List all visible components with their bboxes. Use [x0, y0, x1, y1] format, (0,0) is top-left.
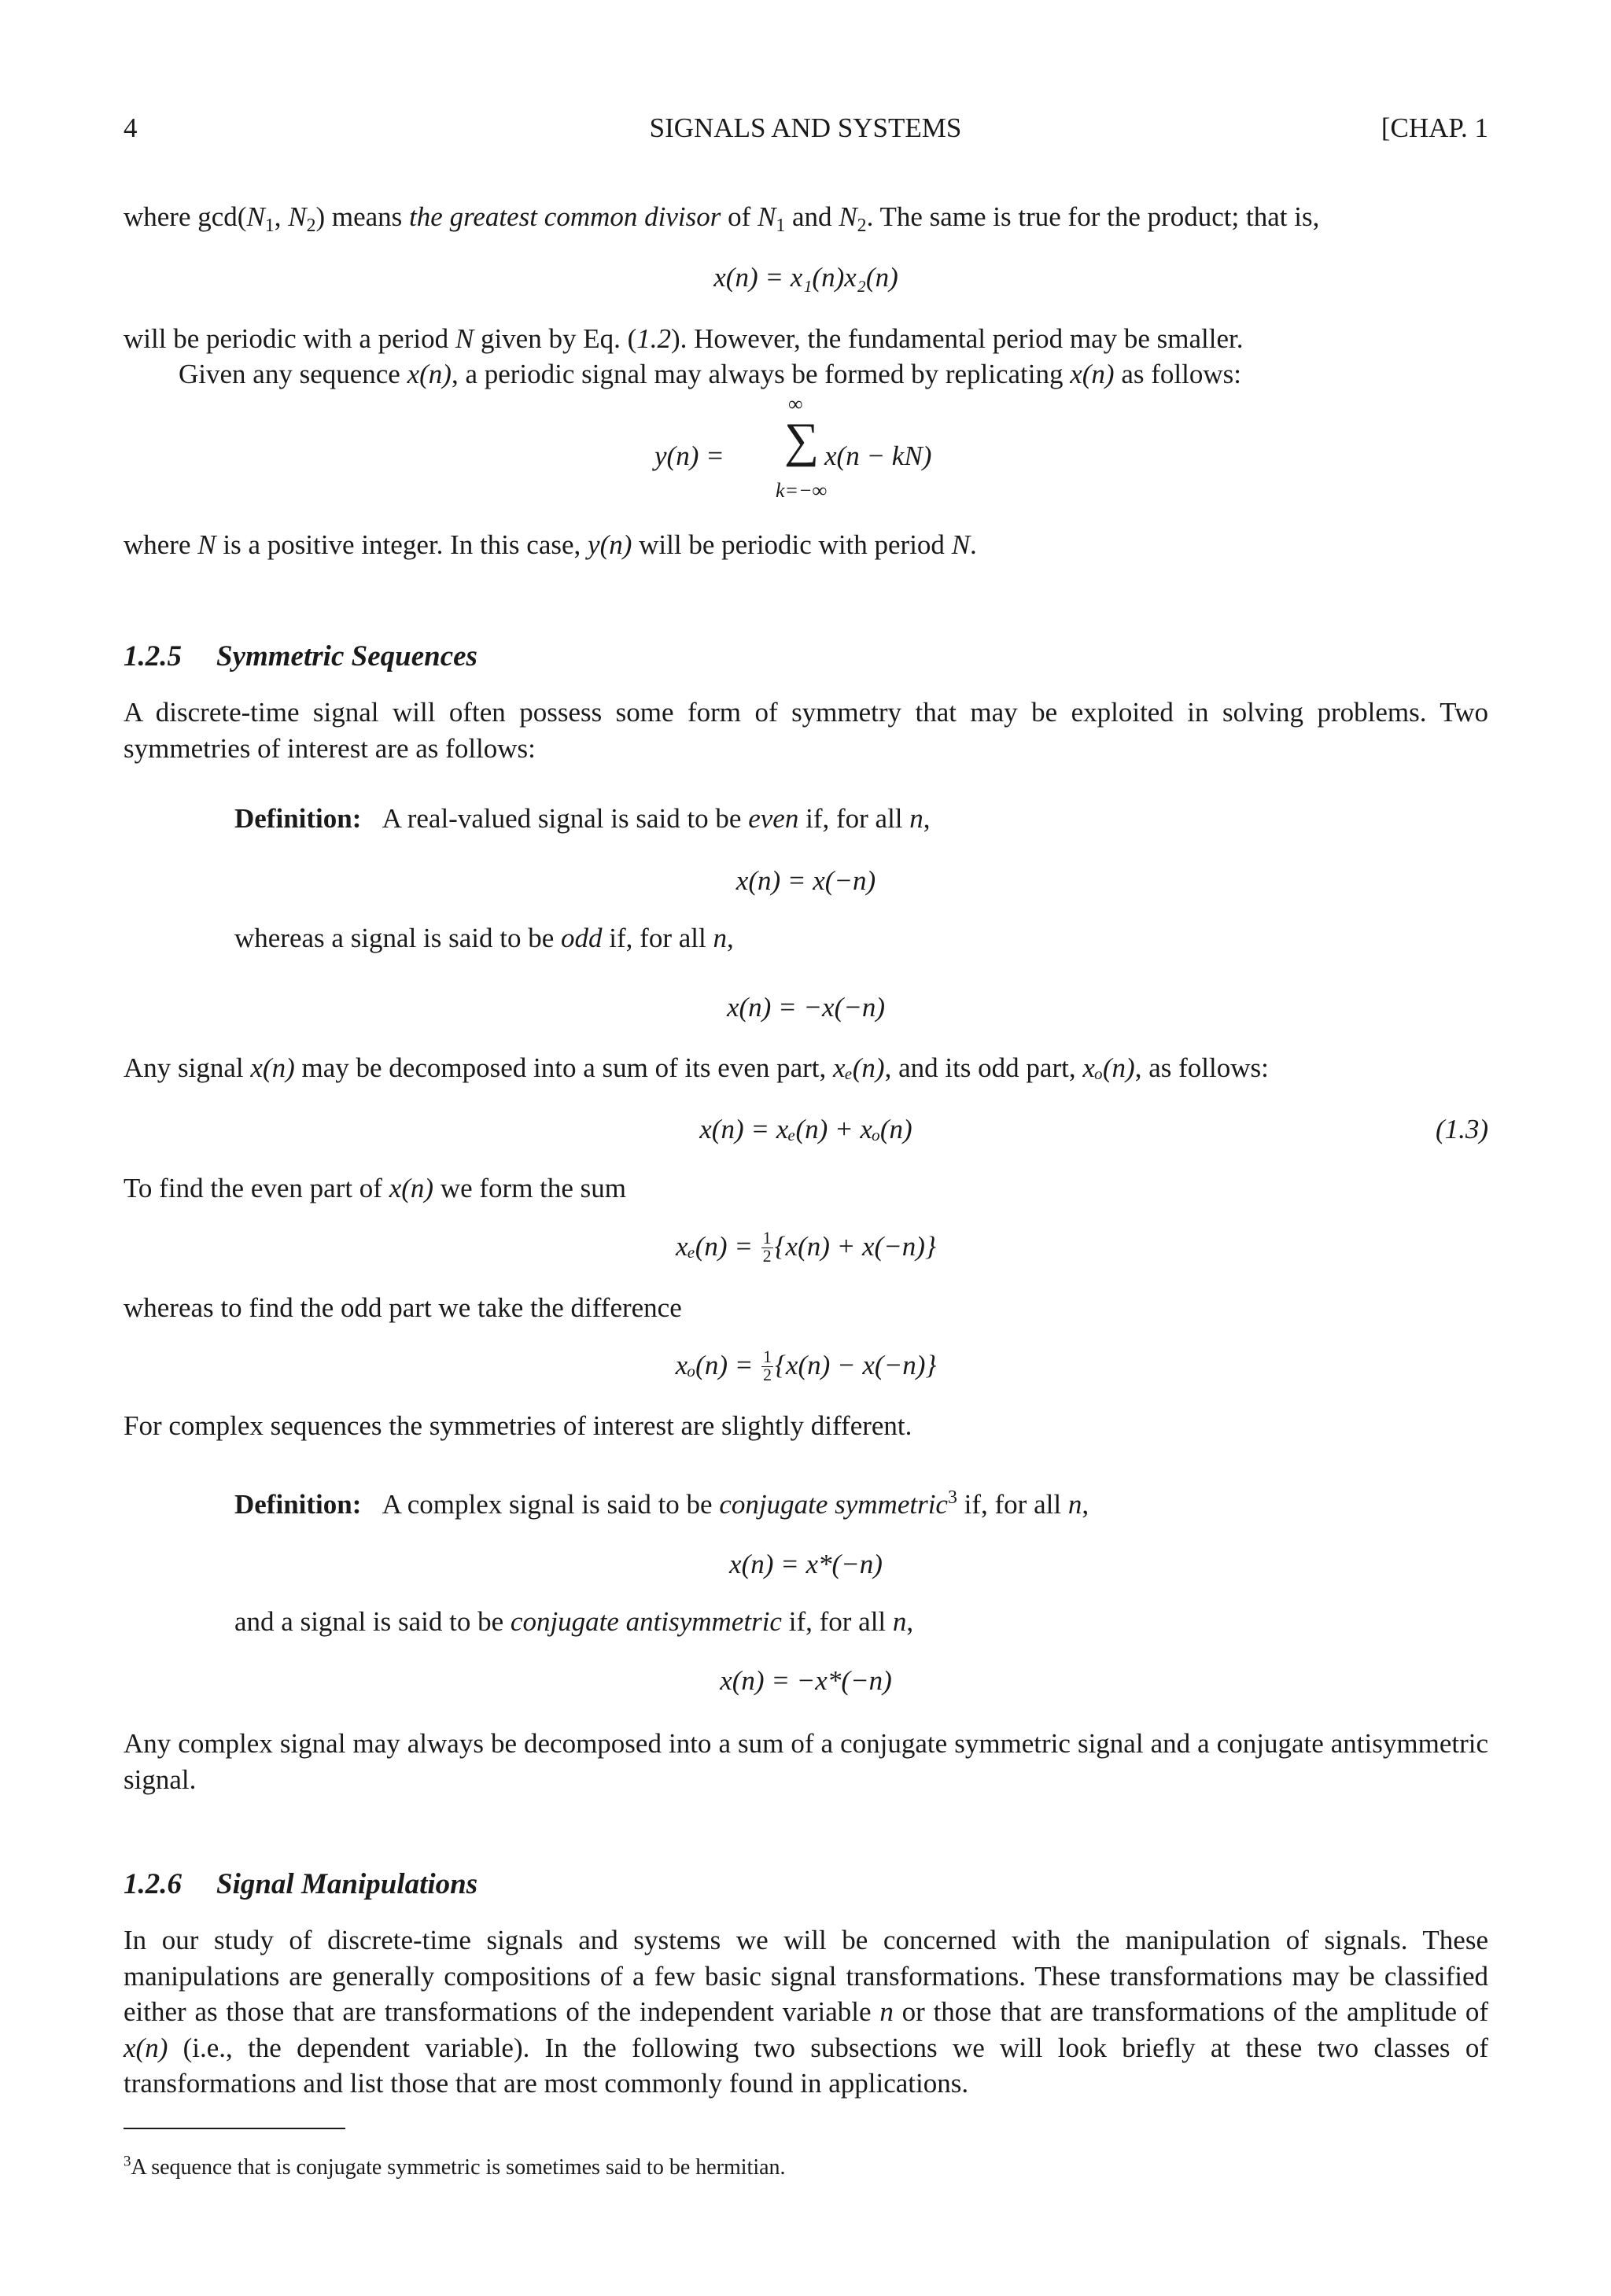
emphasis: odd — [561, 923, 603, 953]
section-heading-symmetric — [123, 638, 477, 676]
text-run: if, for all — [957, 1489, 1068, 1520]
symbol-x-n: x(n) — [250, 1052, 295, 1083]
definition-conjugate-antisymmetric — [234, 1604, 1488, 1640]
paragraph-even-part — [123, 1170, 1488, 1207]
page-number: 4 — [123, 112, 138, 143]
text-run: A real-valued signal is said to be — [382, 803, 749, 834]
subscript: 2 — [306, 216, 316, 237]
equation-lhs: xₑ(n) = — [676, 1231, 753, 1262]
footnote-text: A sequence that is conjugate symmetric is sometimes said to be hermitian. — [131, 2155, 786, 2180]
equation-odd: x(n) = −x(−n) — [726, 992, 886, 1023]
paragraph-symmetry-intro: A discrete-time signal will often possess some form of symmetry that may be exploited in solving problems. Two symmetries of interest are as follows: — [123, 697, 1488, 764]
section-title: Signal Manipulations — [216, 1868, 478, 1900]
paragraph-positive-integer — [123, 527, 1488, 563]
section-heading-manipulations — [123, 1866, 477, 1904]
paragraph-complex-intro: For complex sequences the symmetries of interest are slightly different. — [123, 1410, 912, 1441]
footnote-rule — [123, 2128, 345, 2129]
text-run: where — [123, 529, 198, 560]
symbol-n: N — [455, 323, 474, 354]
text-run: will be periodic with a period — [123, 323, 455, 354]
text-run: . The same is true for the product; that is, — [866, 201, 1320, 232]
text-run: To find the even part of — [123, 1173, 389, 1203]
symbol-n-lower: n — [713, 923, 727, 953]
section-title: Symmetric Sequences — [216, 640, 477, 673]
symbol-n: N — [951, 529, 971, 560]
equation-odd-part — [123, 1347, 1488, 1384]
text-run: , as follows: — [1134, 1052, 1269, 1083]
text-run: will be periodic with period — [632, 529, 952, 560]
equation-product: x(n) = x₁(n)x₂(n) — [713, 262, 898, 293]
text-run: if, for all — [781, 1606, 893, 1637]
text-run: , and its odd part, — [884, 1052, 1083, 1083]
running-title: SIGNALS AND SYSTEMS — [649, 112, 962, 143]
section-number: 1.2.5 — [123, 640, 182, 673]
text-run: In our study of discrete-time signals and systems we will be concerned with the manipulation of signals. These manipulations are generally compositions of a few basic signal transformations. These transformations may be classified either as those that are transformations of the independent variable — [123, 1925, 1488, 2027]
equation-reference: 1.2 — [636, 323, 671, 354]
text-run: Any signal — [123, 1052, 251, 1083]
fraction-numerator: 1 — [763, 1347, 772, 1366]
text-run: we form the sum — [433, 1173, 627, 1203]
text-run: given by Eq. ( — [474, 323, 637, 354]
sum-upper-limit: ∞ — [788, 392, 803, 415]
fraction-one-half — [761, 1349, 773, 1384]
subscript: 1 — [776, 216, 786, 237]
footnote-number: 3 — [123, 2153, 131, 2170]
symbol-x-n: x(n) — [1070, 359, 1115, 389]
footnote-marker[interactable]: 3 — [947, 1487, 957, 1508]
text-run: , — [1082, 1489, 1089, 1520]
subscript: 2 — [857, 216, 867, 237]
sigma-symbol: ∑ — [784, 414, 820, 467]
symbol-n-lower: n — [879, 1996, 894, 2027]
symbol-n2: N — [288, 201, 307, 232]
paragraph-decompose — [123, 1050, 1488, 1086]
symbol-n1: N — [246, 201, 265, 232]
equation-rhs: {x(n) + x(−n)} — [774, 1231, 936, 1262]
equation-rhs: x(n − kN) — [824, 440, 932, 471]
emphasis: conjugate antisymmetric — [510, 1606, 782, 1637]
symbol-n1: N — [758, 201, 776, 232]
footnote — [123, 2154, 786, 2182]
text-run: , — [906, 1606, 914, 1637]
text-run: , a periodic signal may always be formed by replicating — [451, 359, 1071, 389]
text-run: , — [923, 803, 931, 834]
emphasis: conjugate symmetric — [719, 1489, 948, 1520]
definition-conjugate-symmetric — [234, 1487, 1488, 1523]
symbol-n-lower: n — [1067, 1489, 1082, 1520]
paragraph-odd-part: whereas to find the odd part we take the difference — [123, 1292, 682, 1323]
definition-odd — [234, 920, 1488, 956]
definition-even — [234, 801, 1488, 837]
text-run: of — [721, 201, 758, 232]
symbol-y-n: y(n) — [588, 529, 632, 560]
equation-periodic-sum — [621, 392, 983, 509]
definition-label: Definition: — [234, 1489, 362, 1520]
text-run: or those that are transformations of the amplitude of — [893, 1996, 1489, 2027]
text-run: , — [726, 923, 734, 953]
symbol-x-even: xₑ(n) — [833, 1052, 885, 1083]
text-run: ) means — [315, 201, 410, 232]
subscript: 1 — [264, 216, 275, 237]
fraction-denominator: 2 — [762, 1246, 772, 1266]
text-run: where gcd( — [123, 201, 247, 232]
equation-even: x(n) = x(−n) — [735, 865, 876, 896]
fraction-one-half — [761, 1230, 773, 1265]
section-number: 1.2.6 — [123, 1868, 182, 1900]
equation-lhs: xₒ(n) = — [675, 1350, 754, 1380]
fraction-denominator: 2 — [763, 1365, 772, 1384]
equation-lhs: y(n) = — [654, 440, 724, 471]
symbol-x-n: x(n) — [123, 2032, 168, 2063]
paragraph-period — [123, 321, 1488, 357]
text-run: whereas a signal is said to be — [234, 923, 562, 953]
emphasis: the greatest common divisor — [409, 201, 721, 232]
paragraph-replicate — [123, 356, 1488, 392]
equation-decomposition: x(n) = xₑ(n) + xₒ(n) — [699, 1114, 912, 1144]
fraction-numerator: 1 — [762, 1228, 772, 1248]
definition-label: Definition: — [234, 803, 362, 834]
text-run: Given any sequence — [179, 359, 407, 389]
text-run: . — [970, 529, 977, 560]
equation-conjugate-antisymmetric: x(n) = −x*(−n) — [720, 1665, 892, 1696]
symbol-x-odd: xₒ(n) — [1082, 1052, 1135, 1083]
text-run: and — [785, 201, 839, 232]
paragraph-complex-decompose: Any complex signal may always be decomposed into a sum of a conjugate symmetric signal and a conjugate antisymmetric signal. — [123, 1728, 1488, 1795]
text-run: as follows: — [1114, 359, 1241, 389]
symbol-x-n: x(n) — [407, 359, 452, 389]
text-run: if, for all — [602, 923, 713, 953]
symbol-x-n: x(n) — [389, 1173, 434, 1203]
paragraph-manipulations — [123, 1922, 1488, 2102]
symbol-n: N — [197, 529, 216, 560]
text-run: if, for all — [798, 803, 910, 834]
text-run: may be decomposed into a sum of its even part, — [294, 1052, 834, 1083]
text-run: (i.e., the dependent variable). In the following two subsections we will look briefly at these two classes of transformations and list those that are most commonly found in applications. — [123, 2032, 1488, 2099]
chapter-label: [CHAP. 1 — [1381, 112, 1488, 143]
text-run: A complex signal is said to be — [382, 1489, 720, 1520]
paragraph-gcd: where $\gcd(N_1$, $N_2$) means the greatest common divisor of $N_1$ and $N_2$. The same is true for the product; that is, — [123, 201, 1320, 237]
text-run: and a signal is said to be — [234, 1606, 511, 1637]
text-run: is a positive integer. In this case, — [216, 529, 588, 560]
symbol-n-lower: n — [892, 1606, 907, 1637]
sum-lower-limit: k=−∞ — [776, 479, 828, 502]
symbol-n2: N — [839, 201, 857, 232]
equation-conjugate-symmetric: x(n) = x*(−n) — [729, 1549, 883, 1579]
emphasis: even — [748, 803, 799, 834]
equation-even-part — [123, 1229, 1488, 1265]
equation-rhs: {x(n) − x(−n)} — [774, 1350, 937, 1380]
equation-number: (1.3) — [1435, 1114, 1488, 1144]
symbol-n-lower: n — [909, 803, 923, 834]
text-run: ). However, the fundamental period may be smaller. — [671, 323, 1244, 354]
